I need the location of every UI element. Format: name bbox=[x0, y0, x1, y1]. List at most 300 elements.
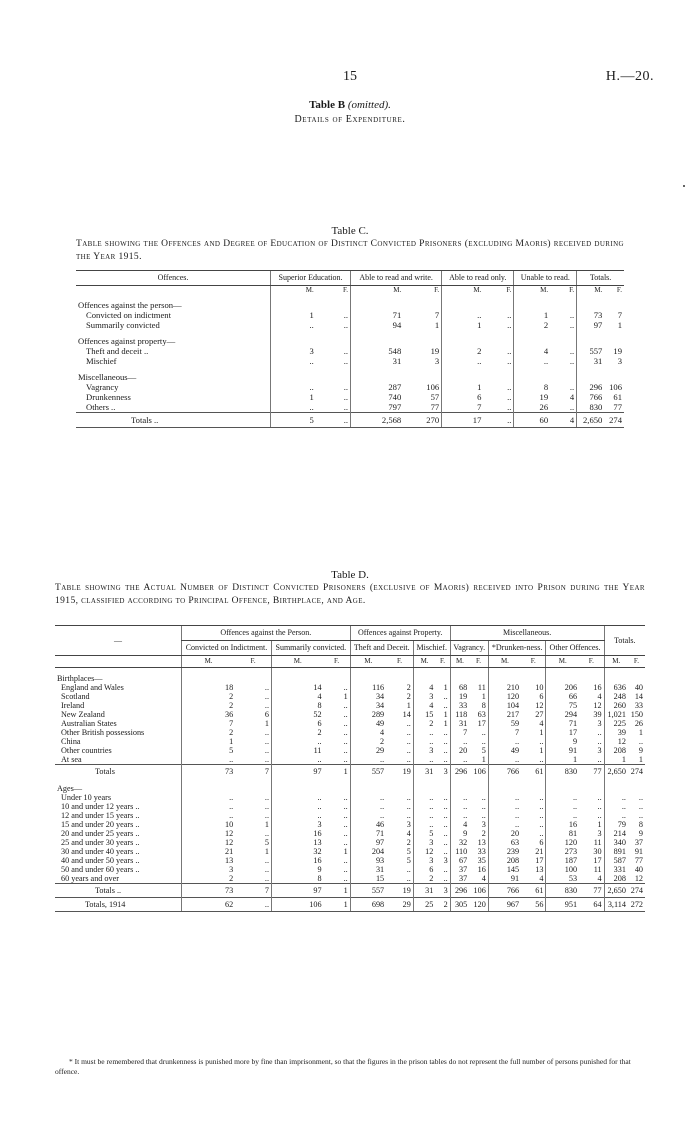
table-cell: 53 bbox=[546, 874, 579, 884]
table-cell: .. bbox=[569, 310, 575, 320]
table-cell: .. bbox=[264, 737, 269, 746]
table-cell bbox=[271, 294, 316, 310]
table-cell: 67 bbox=[450, 856, 469, 865]
table-cell: 37 bbox=[450, 865, 469, 874]
table-cell bbox=[450, 668, 469, 684]
table-cell: 1 bbox=[539, 746, 544, 755]
table-cell bbox=[579, 778, 604, 793]
f-label: F. bbox=[435, 656, 450, 668]
table-cell: 2 bbox=[514, 320, 550, 330]
table-cell: 4 bbox=[481, 874, 486, 883]
table-row bbox=[55, 856, 645, 865]
table-cell: 11 bbox=[593, 838, 602, 847]
table-cell bbox=[514, 330, 550, 346]
table-cell: 77 bbox=[430, 402, 440, 412]
row-label: Other countries bbox=[61, 746, 112, 755]
table-cell: 5 bbox=[413, 829, 435, 838]
table-cell: 1 bbox=[481, 755, 486, 764]
table-cell: 4 bbox=[272, 692, 324, 701]
table-cell: 210 bbox=[488, 683, 521, 692]
table-cell: 32 bbox=[450, 838, 469, 847]
table-cell: 587 bbox=[604, 856, 628, 865]
row-label: 60 years and over bbox=[61, 874, 119, 883]
table-cell bbox=[271, 366, 316, 382]
table-cell: 2 bbox=[350, 737, 386, 746]
table-cell: 16 bbox=[593, 683, 602, 692]
table-cell: 7 bbox=[488, 728, 521, 737]
row-label: China bbox=[61, 737, 81, 746]
table-cell: 2 bbox=[442, 346, 484, 356]
table-cell: .. bbox=[406, 865, 411, 874]
table-cell bbox=[604, 778, 628, 793]
table-row bbox=[55, 874, 645, 884]
table-cell bbox=[316, 294, 351, 310]
m-label: M. bbox=[442, 286, 484, 295]
table-c bbox=[76, 270, 624, 428]
table-cell: 7 bbox=[617, 310, 622, 320]
table-cell: 206 bbox=[546, 683, 579, 692]
table-cell: 7 bbox=[182, 719, 236, 728]
table-cell: 797 bbox=[351, 402, 404, 413]
table-cell: 830 bbox=[546, 765, 579, 779]
table-cell: 548 bbox=[351, 346, 404, 356]
table-cell: .. bbox=[488, 820, 521, 829]
table-cell bbox=[577, 330, 605, 346]
table-cell: 145 bbox=[488, 865, 521, 874]
table-row bbox=[55, 683, 645, 692]
table-cell: .. bbox=[343, 356, 349, 366]
table-cell: .. bbox=[597, 728, 602, 737]
table-cell: .. bbox=[343, 683, 348, 692]
table-row bbox=[55, 793, 645, 802]
table-cell: 11 bbox=[477, 683, 486, 692]
table-cell: 61 bbox=[521, 765, 546, 779]
table-row bbox=[76, 392, 624, 402]
table-b-omitted: (omitted). bbox=[347, 99, 391, 111]
table-cell: 1 bbox=[443, 719, 448, 728]
table-cell: .. bbox=[507, 320, 512, 330]
table-cell: .. bbox=[406, 874, 411, 883]
table-d-header-row-1 bbox=[55, 626, 645, 641]
table-cell: 7 bbox=[442, 402, 484, 413]
table-cell: 1 bbox=[264, 847, 269, 856]
table-cell: 12 bbox=[413, 847, 435, 856]
table-cell: 104 bbox=[488, 701, 521, 710]
table-cell: .. bbox=[539, 811, 544, 820]
table-cell bbox=[628, 668, 645, 684]
m-label: M. bbox=[351, 286, 404, 295]
table-b-subtitle: Details of Expenditure. bbox=[294, 114, 406, 125]
table-cell: 34 bbox=[350, 692, 386, 701]
table-row bbox=[55, 755, 645, 765]
table-cell: .. bbox=[271, 402, 316, 413]
table-cell: .. bbox=[546, 811, 579, 820]
table-cell bbox=[182, 668, 236, 684]
table-c-title: Table C. bbox=[331, 225, 369, 237]
footnote: * It must be remembered that drunkenness is punished more by fine than imprisonment, so that the figures in the prison tables do not represent the full number of persons punished for that offence. bbox=[55, 1057, 631, 1076]
table-c-mf-row bbox=[76, 286, 624, 295]
table-cell: 891 bbox=[604, 847, 628, 856]
table-cell: 3 bbox=[272, 820, 324, 829]
table-cell: .. bbox=[343, 856, 348, 865]
table-cell: .. bbox=[488, 755, 521, 765]
table-cell bbox=[324, 778, 351, 793]
row-label: Offences against the person— bbox=[78, 300, 182, 310]
header-superior: Superior Education. bbox=[271, 271, 351, 286]
table-cell: 106 bbox=[609, 382, 622, 392]
table-cell: 106 bbox=[426, 382, 440, 392]
table-cell: 37 bbox=[450, 874, 469, 884]
table-cell bbox=[435, 778, 450, 793]
table-cell: .. bbox=[443, 755, 448, 764]
table-cell: 20 bbox=[450, 746, 469, 755]
table-cell: .. bbox=[481, 811, 486, 820]
table-cell: 3 bbox=[617, 356, 622, 366]
table-cell: 3,114 bbox=[604, 898, 628, 912]
header-unable: Unable to read. bbox=[514, 271, 577, 286]
table-cell: 97 bbox=[272, 765, 324, 779]
header-other: Other Offences. bbox=[546, 641, 604, 656]
table-cell: 4 bbox=[406, 829, 411, 838]
table-c-header-row bbox=[76, 271, 624, 286]
table-cell: 331 bbox=[604, 865, 628, 874]
table-cell: .. bbox=[507, 402, 512, 412]
table-cell: 3 bbox=[413, 856, 435, 865]
table-cell: .. bbox=[272, 737, 324, 746]
row-label: 25 and under 30 years .. bbox=[61, 838, 140, 847]
table-cell bbox=[577, 366, 605, 382]
table-cell: 13 bbox=[535, 865, 544, 874]
mf-blank bbox=[55, 656, 182, 668]
table-row bbox=[55, 802, 645, 811]
table-cell: 5 bbox=[406, 847, 411, 856]
header-person: Offences against the Person. bbox=[182, 626, 351, 641]
group-label-ages bbox=[55, 778, 645, 793]
table-row bbox=[55, 829, 645, 838]
table-cell bbox=[577, 294, 605, 310]
table-cell: 187 bbox=[546, 856, 579, 865]
table-cell: .. bbox=[413, 820, 435, 829]
f-label: F. bbox=[628, 656, 645, 668]
table-cell: .. bbox=[343, 811, 348, 820]
table-cell bbox=[550, 366, 577, 382]
table-cell: .. bbox=[604, 793, 628, 802]
table-cell: .. bbox=[450, 802, 469, 811]
table-cell: .. bbox=[539, 802, 544, 811]
table-cell: 274 bbox=[628, 884, 645, 898]
table-cell bbox=[604, 330, 624, 346]
table-cell: 766 bbox=[488, 884, 521, 898]
table-cell: 4 bbox=[597, 874, 602, 883]
table-cell: 1 bbox=[442, 382, 484, 392]
table-cell: 1 bbox=[617, 320, 622, 330]
group-label-birthplaces bbox=[55, 668, 645, 684]
table-cell: .. bbox=[483, 413, 514, 428]
m-label: M. bbox=[546, 656, 579, 668]
table-cell: 2 bbox=[406, 838, 411, 847]
table-row bbox=[76, 382, 624, 392]
table-cell bbox=[272, 668, 324, 684]
m-label: M. bbox=[514, 286, 550, 295]
table-cell: 59 bbox=[488, 719, 521, 728]
table-cell: 71 bbox=[350, 829, 386, 838]
table-cell: 12 bbox=[634, 874, 643, 883]
table-cell: .. bbox=[569, 356, 575, 366]
table-cell: 830 bbox=[546, 884, 579, 898]
row-label: 12 and under 15 years .. bbox=[61, 811, 140, 820]
table-cell bbox=[469, 778, 488, 793]
table-row bbox=[76, 402, 624, 413]
table-cell: 4 bbox=[413, 701, 435, 710]
table-cell: .. bbox=[182, 802, 236, 811]
table-cell: 79 bbox=[604, 820, 628, 829]
table-cell: 77 bbox=[579, 765, 604, 779]
table-cell: 3 bbox=[597, 719, 602, 728]
table-cell bbox=[351, 330, 404, 346]
table-cell: .. bbox=[442, 310, 484, 320]
table-cell: .. bbox=[443, 820, 448, 829]
table-cell: .. bbox=[443, 811, 448, 820]
table-cell: 12 bbox=[604, 737, 628, 746]
table-cell: .. bbox=[443, 793, 448, 802]
table-cell: .. bbox=[569, 346, 575, 356]
table-cell: .. bbox=[343, 392, 349, 402]
row-label: New Zealand bbox=[61, 710, 105, 719]
table-cell: .. bbox=[443, 865, 448, 874]
table-cell: .. bbox=[638, 802, 643, 811]
table-d-title: Table D. bbox=[331, 569, 369, 581]
table-row bbox=[55, 811, 645, 820]
mf-blank bbox=[76, 286, 271, 295]
row-label: Australian States bbox=[61, 719, 117, 728]
table-cell: .. bbox=[343, 755, 348, 764]
table-cell: 1 bbox=[324, 898, 351, 912]
table-cell: .. bbox=[272, 793, 324, 802]
table-cell: 217 bbox=[488, 710, 521, 719]
table-cell: .. bbox=[443, 728, 448, 737]
table-cell: 2 bbox=[272, 728, 324, 737]
table-cell bbox=[351, 294, 404, 310]
table-cell: 2,650 bbox=[604, 884, 628, 898]
table-cell: 2 bbox=[481, 829, 486, 838]
table-cell: 260 bbox=[604, 701, 628, 710]
table-cell: 274 bbox=[604, 413, 624, 428]
table-cell: .. bbox=[264, 701, 269, 710]
table-cell: 91 bbox=[546, 746, 579, 755]
table-cell: 73 bbox=[182, 884, 236, 898]
table-cell: 73 bbox=[182, 765, 236, 779]
table-b-name: Table B bbox=[309, 99, 346, 111]
table-cell: 3 bbox=[435, 765, 450, 779]
table-cell: 60 bbox=[514, 413, 550, 428]
table-cell: .. bbox=[597, 737, 602, 746]
table-cell bbox=[604, 366, 624, 382]
m-label: M. bbox=[413, 656, 435, 668]
table-row bbox=[55, 701, 645, 710]
f-label: F. bbox=[506, 286, 512, 294]
table-cell: 14 bbox=[634, 692, 643, 701]
row-label: Theft and deceit .. bbox=[86, 346, 149, 356]
f-label: F. bbox=[569, 286, 575, 294]
age-totals-row bbox=[55, 884, 645, 898]
table-cell: .. bbox=[272, 802, 324, 811]
table-cell: .. bbox=[350, 755, 386, 765]
table-cell: 239 bbox=[488, 847, 521, 856]
table-cell: 3 bbox=[182, 865, 236, 874]
header-d-totals: Totals. bbox=[604, 626, 645, 656]
table-cell: .. bbox=[264, 683, 269, 692]
document-reference: H.—20. bbox=[605, 69, 654, 84]
table-cell: .. bbox=[546, 802, 579, 811]
table-cell: 208 bbox=[604, 746, 628, 755]
table-cell: 2,650 bbox=[577, 413, 605, 428]
table-cell: 120 bbox=[546, 838, 579, 847]
table-cell: 118 bbox=[450, 710, 469, 719]
table-cell: .. bbox=[443, 874, 448, 883]
table-cell bbox=[403, 330, 441, 346]
table-cell: 3 bbox=[435, 884, 450, 898]
table-cell: 557 bbox=[577, 346, 605, 356]
table-row bbox=[55, 692, 645, 701]
table-cell: .. bbox=[264, 811, 269, 820]
table-cell: .. bbox=[450, 793, 469, 802]
table-cell: 3 bbox=[413, 746, 435, 755]
table-cell: 9 bbox=[450, 829, 469, 838]
table-cell: 698 bbox=[350, 898, 386, 912]
table-cell: 1 bbox=[264, 719, 269, 728]
table-cell: 4 bbox=[539, 874, 544, 883]
table-cell: 77 bbox=[579, 884, 604, 898]
table-cell: 71 bbox=[351, 310, 404, 320]
table-cell: 1 bbox=[324, 765, 351, 779]
table-cell bbox=[442, 366, 484, 382]
table-cell: 8 bbox=[638, 820, 643, 829]
table-cell bbox=[324, 668, 351, 684]
table-cell bbox=[521, 778, 546, 793]
table-cell bbox=[350, 778, 386, 793]
table-cell: .. bbox=[406, 746, 411, 755]
table-cell bbox=[403, 294, 441, 310]
row-label: Other British possessions bbox=[61, 728, 145, 737]
table-cell: 3 bbox=[413, 838, 435, 847]
table-cell: 14 bbox=[272, 683, 324, 692]
table-cell: 97 bbox=[350, 838, 386, 847]
table-cell: 5 bbox=[481, 746, 486, 755]
table-cell: 1 bbox=[481, 692, 486, 701]
table-cell: 9 bbox=[272, 865, 324, 874]
table-cell: .. bbox=[413, 755, 435, 765]
table-cell: 1 bbox=[271, 392, 316, 402]
table-cell: 1 bbox=[324, 884, 351, 898]
table-cell: .. bbox=[488, 737, 521, 746]
table-cell: 33 bbox=[477, 847, 486, 856]
table-cell: 273 bbox=[546, 847, 579, 856]
table-cell: .. bbox=[413, 802, 435, 811]
table-cell: 49 bbox=[488, 746, 521, 755]
table-cell: 19 bbox=[386, 765, 413, 779]
table-cell: 1 bbox=[443, 683, 448, 692]
table-cell bbox=[350, 668, 386, 684]
table-cell: .. bbox=[488, 793, 521, 802]
table-d-caption: Table showing the Actual Number of Distinct Convicted Prisoners (exclusive of Maoris) received into Prison during the Year 1915, classified according to Principal Offence, Birthplace, and Age. bbox=[55, 583, 645, 606]
table-cell: .. bbox=[271, 320, 316, 330]
table-row bbox=[55, 719, 645, 728]
table-cell: .. bbox=[182, 793, 236, 802]
table-cell: 8 bbox=[272, 874, 324, 884]
table-cell bbox=[450, 778, 469, 793]
table-cell: 274 bbox=[628, 765, 645, 779]
row-label: Offences against property— bbox=[78, 336, 176, 346]
table-cell: 57 bbox=[430, 392, 440, 402]
table-cell: .. bbox=[406, 811, 411, 820]
table-cell: 17 bbox=[477, 719, 486, 728]
table-cell: 52 bbox=[272, 710, 324, 719]
table-cell: 1 bbox=[343, 847, 348, 856]
table-c-body bbox=[76, 286, 624, 428]
table-cell: 1 bbox=[638, 755, 643, 764]
table-cell: 21 bbox=[182, 847, 236, 856]
table-cell: .. bbox=[343, 346, 349, 356]
table-cell: 68 bbox=[450, 683, 469, 692]
header-vagrancy: Vagrancy. bbox=[450, 641, 488, 656]
table-cell: 19 bbox=[613, 346, 622, 356]
table-cell: 13 bbox=[182, 856, 236, 865]
table-cell: .. bbox=[343, 793, 348, 802]
row-label: Ireland bbox=[61, 701, 85, 710]
table-cell: 4 bbox=[597, 692, 602, 701]
table-cell: 97 bbox=[272, 884, 324, 898]
table-cell: 13 bbox=[477, 838, 486, 847]
table-cell bbox=[514, 366, 550, 382]
table-cell: .. bbox=[450, 811, 469, 820]
row-label: Scotland bbox=[61, 692, 90, 701]
table-cell: .. bbox=[507, 392, 512, 402]
table-cell: 766 bbox=[577, 392, 605, 402]
table-cell: .. bbox=[539, 755, 544, 764]
table-cell: .. bbox=[546, 793, 579, 802]
f-label: F. bbox=[521, 656, 546, 668]
table-cell: 3 bbox=[413, 692, 435, 701]
table-cell: 25 bbox=[413, 898, 435, 912]
table-cell: .. bbox=[271, 356, 316, 366]
table-cell: .. bbox=[638, 811, 643, 820]
table-cell: 8 bbox=[514, 382, 550, 392]
table-cell: 29 bbox=[386, 898, 413, 912]
table-cell: 150 bbox=[630, 710, 643, 719]
table-cell: 9 bbox=[638, 746, 643, 755]
table-cell: .. bbox=[343, 874, 348, 883]
table-cell: .. bbox=[569, 382, 575, 392]
table-cell: 7 bbox=[235, 884, 271, 898]
table-cell: 17 bbox=[535, 856, 544, 865]
table-cell: 116 bbox=[350, 683, 386, 692]
table-cell bbox=[604, 668, 628, 684]
table-cell: 2 bbox=[413, 719, 435, 728]
table-cell: .. bbox=[343, 710, 348, 719]
table-cell: 49 bbox=[350, 719, 386, 728]
table-row bbox=[55, 820, 645, 829]
table-cell: 26 bbox=[634, 719, 643, 728]
table-cell bbox=[514, 294, 550, 310]
row-label: 40 and under 50 years .. bbox=[61, 856, 140, 865]
table-row bbox=[76, 310, 624, 320]
table-cell: 951 bbox=[546, 898, 579, 912]
row-label: Convicted on indictment bbox=[86, 310, 171, 320]
table-cell: 830 bbox=[577, 402, 605, 413]
table-cell: 13 bbox=[272, 838, 324, 847]
table-cell: 289 bbox=[350, 710, 386, 719]
table-cell: 1 bbox=[604, 755, 628, 765]
